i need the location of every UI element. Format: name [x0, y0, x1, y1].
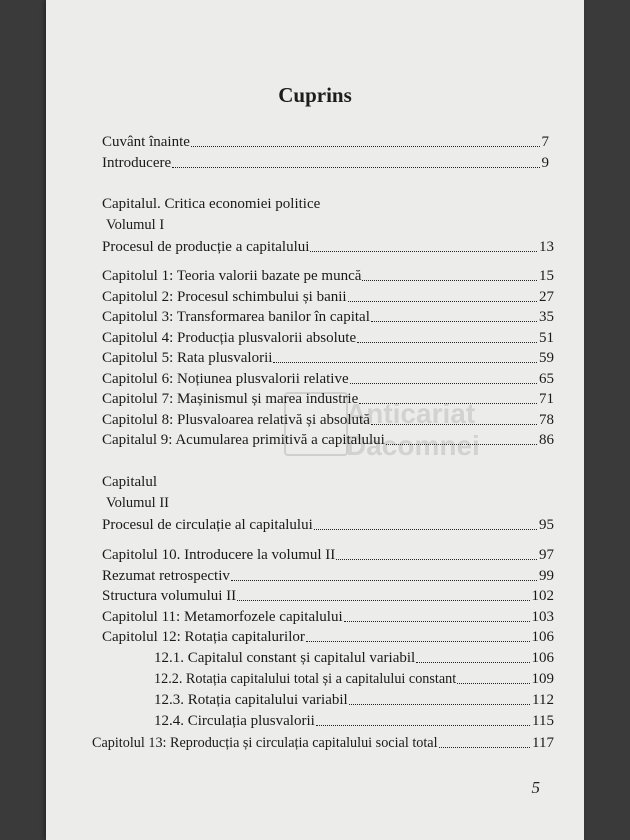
page-number: 5: [531, 778, 540, 797]
toc-leader: [273, 361, 537, 363]
toc-leader: [457, 682, 529, 684]
toc-entry-label: Capitolul 3: Transformarea banilor în capital: [102, 309, 370, 325]
toc-entry-page: 117: [532, 735, 554, 751]
toc-entry: [102, 607, 554, 627]
toc-leader: [237, 599, 529, 601]
toc-entry: [102, 389, 554, 409]
toc-entry-page: 7: [541, 134, 549, 150]
toc-leader: [231, 579, 537, 581]
toc-entry-label: 12.1. Capitalul constant și capitalul variabil: [154, 650, 416, 666]
toc-entry-label: Capitolul 12: Rotația capitalurilor: [102, 629, 305, 645]
toc-entry: [102, 237, 554, 257]
toc-leader: [371, 320, 537, 322]
watermark-text: Anticariat Dacomnei: [346, 398, 480, 461]
part-heading: Capitalul: [102, 474, 157, 490]
toc-entry: [102, 287, 554, 307]
toc-leader: [314, 528, 537, 530]
toc-entry-page: 112: [532, 692, 554, 708]
toc-entry-page: 99: [539, 568, 554, 584]
toc-entry-page: 106: [531, 629, 554, 645]
toc-entry-label: Capitolul 4: Producția plusvalorii absolute: [102, 330, 357, 346]
toc-leader: [359, 402, 537, 404]
toc-entry-label: Capitolul 6: Noțiunea plusvalorii relative: [102, 371, 349, 387]
toc-entry: [102, 348, 554, 368]
toc-entry-label: 12.2. Rotația capitalului total și a capitalului constant: [154, 671, 457, 687]
toc-entry-page: 35: [539, 309, 554, 325]
toc-leader: [416, 661, 529, 663]
toc-subentry: [154, 648, 554, 668]
toc-leader: [362, 279, 537, 281]
toc-leader: [310, 250, 537, 252]
toc-subentry: [154, 669, 554, 689]
toc-entry-page: 86: [539, 432, 554, 448]
toc-entry-page: 78: [539, 412, 554, 428]
toc-entry-label: Cuvânt înainte: [102, 134, 190, 150]
toc-entry: [102, 328, 554, 348]
toc-entry-page: 13: [539, 239, 554, 255]
toc-entry: [102, 369, 554, 389]
toc-entry-page: 97: [539, 547, 554, 563]
toc-entry: [102, 132, 549, 152]
toc-entry: [92, 733, 554, 753]
toc-leader: [349, 703, 530, 705]
toc-entry-label: Capitolul 5: Rata plusvalorii: [102, 350, 273, 366]
toc-leader: [350, 382, 537, 384]
toc-entry: [102, 307, 554, 327]
toc-subentry: [154, 690, 554, 710]
toc-entry-page: 51: [539, 330, 554, 346]
toc-entry-label: Capitolul 2: Procesul schimbului și banii: [102, 289, 347, 305]
toc-entry-label: 12.3. Rotația capitalului variabil: [154, 692, 348, 708]
toc-entry-page: 95: [539, 517, 554, 533]
toc-entry: [102, 515, 554, 535]
toc-entry: [102, 266, 554, 286]
toc-entry-label: Structura volumului II: [102, 588, 237, 604]
toc-leader: [386, 443, 537, 445]
toc-leader: [439, 746, 531, 748]
toc-entry-page: 9: [541, 155, 549, 171]
toc-leader: [348, 300, 537, 302]
toc-entry: [102, 430, 554, 450]
toc-leader: [191, 145, 540, 147]
toc-entry: [102, 410, 554, 430]
toc-entry-label: Capitolul 10. Introducere la volumul II: [102, 547, 336, 563]
toc-entry-page: 102: [531, 588, 554, 604]
page-title: Cuprins: [278, 83, 352, 107]
volume-heading: Volumul I: [106, 217, 165, 233]
toc-entry: [102, 153, 549, 173]
toc-entry-page: 109: [531, 671, 554, 687]
toc-entry-label: Capitolul 7: Mașinismul și marea industrie: [102, 391, 359, 407]
toc-entry-label: Capitolul 8: Plusvaloarea relativă și absolută: [102, 412, 370, 428]
toc-entry-page: 59: [539, 350, 554, 366]
toc-leader: [306, 640, 530, 642]
book-page: [46, 0, 584, 840]
volume-heading: Volumul II: [106, 495, 169, 511]
toc-entry-label: Capitalul 9: Acumularea primitivă a capitalului: [102, 432, 385, 448]
toc-entry-page: 27: [539, 289, 554, 305]
toc-entry: [102, 545, 554, 565]
toc-entry-label: Rezumat retrospectiv: [102, 568, 230, 584]
part-heading: Capitalul. Critica economiei politice: [102, 196, 321, 212]
toc-entry: [102, 586, 554, 606]
toc-entry-page: 65: [539, 371, 554, 387]
toc-leader: [371, 423, 537, 425]
toc-entry-label: Procesul de circulație al capitalului: [102, 517, 313, 533]
toc-leader: [316, 724, 530, 726]
toc-entry-label: Procesul de producție a capitalului: [102, 239, 310, 255]
toc-entry: [102, 627, 554, 647]
toc-leader: [172, 166, 539, 168]
toc-entry-page: 15: [539, 268, 554, 284]
toc-entry-page: 103: [531, 609, 554, 625]
toc-entry-page: 106: [531, 650, 554, 666]
toc-entry-label: Capitolul 1: Teoria valorii bazate pe muncă: [102, 268, 362, 284]
toc-entry-page: 115: [532, 713, 554, 729]
toc-entry-page: 71: [539, 391, 554, 407]
toc-entry-label: Capitolul 13: Reproducția și circulația capitalului social total: [92, 735, 438, 751]
toc-entry-label: Introducere: [102, 155, 172, 171]
toc-entry-label: Capitolul 11: Metamorfozele capitalului: [102, 609, 343, 625]
toc-leader: [336, 558, 537, 560]
toc-subentry: [154, 711, 554, 731]
toc-entry: [102, 566, 554, 586]
toc-leader: [344, 620, 530, 622]
toc-entry-label: 12.4. Circulația plusvalorii: [154, 713, 315, 729]
toc-leader: [357, 341, 537, 343]
